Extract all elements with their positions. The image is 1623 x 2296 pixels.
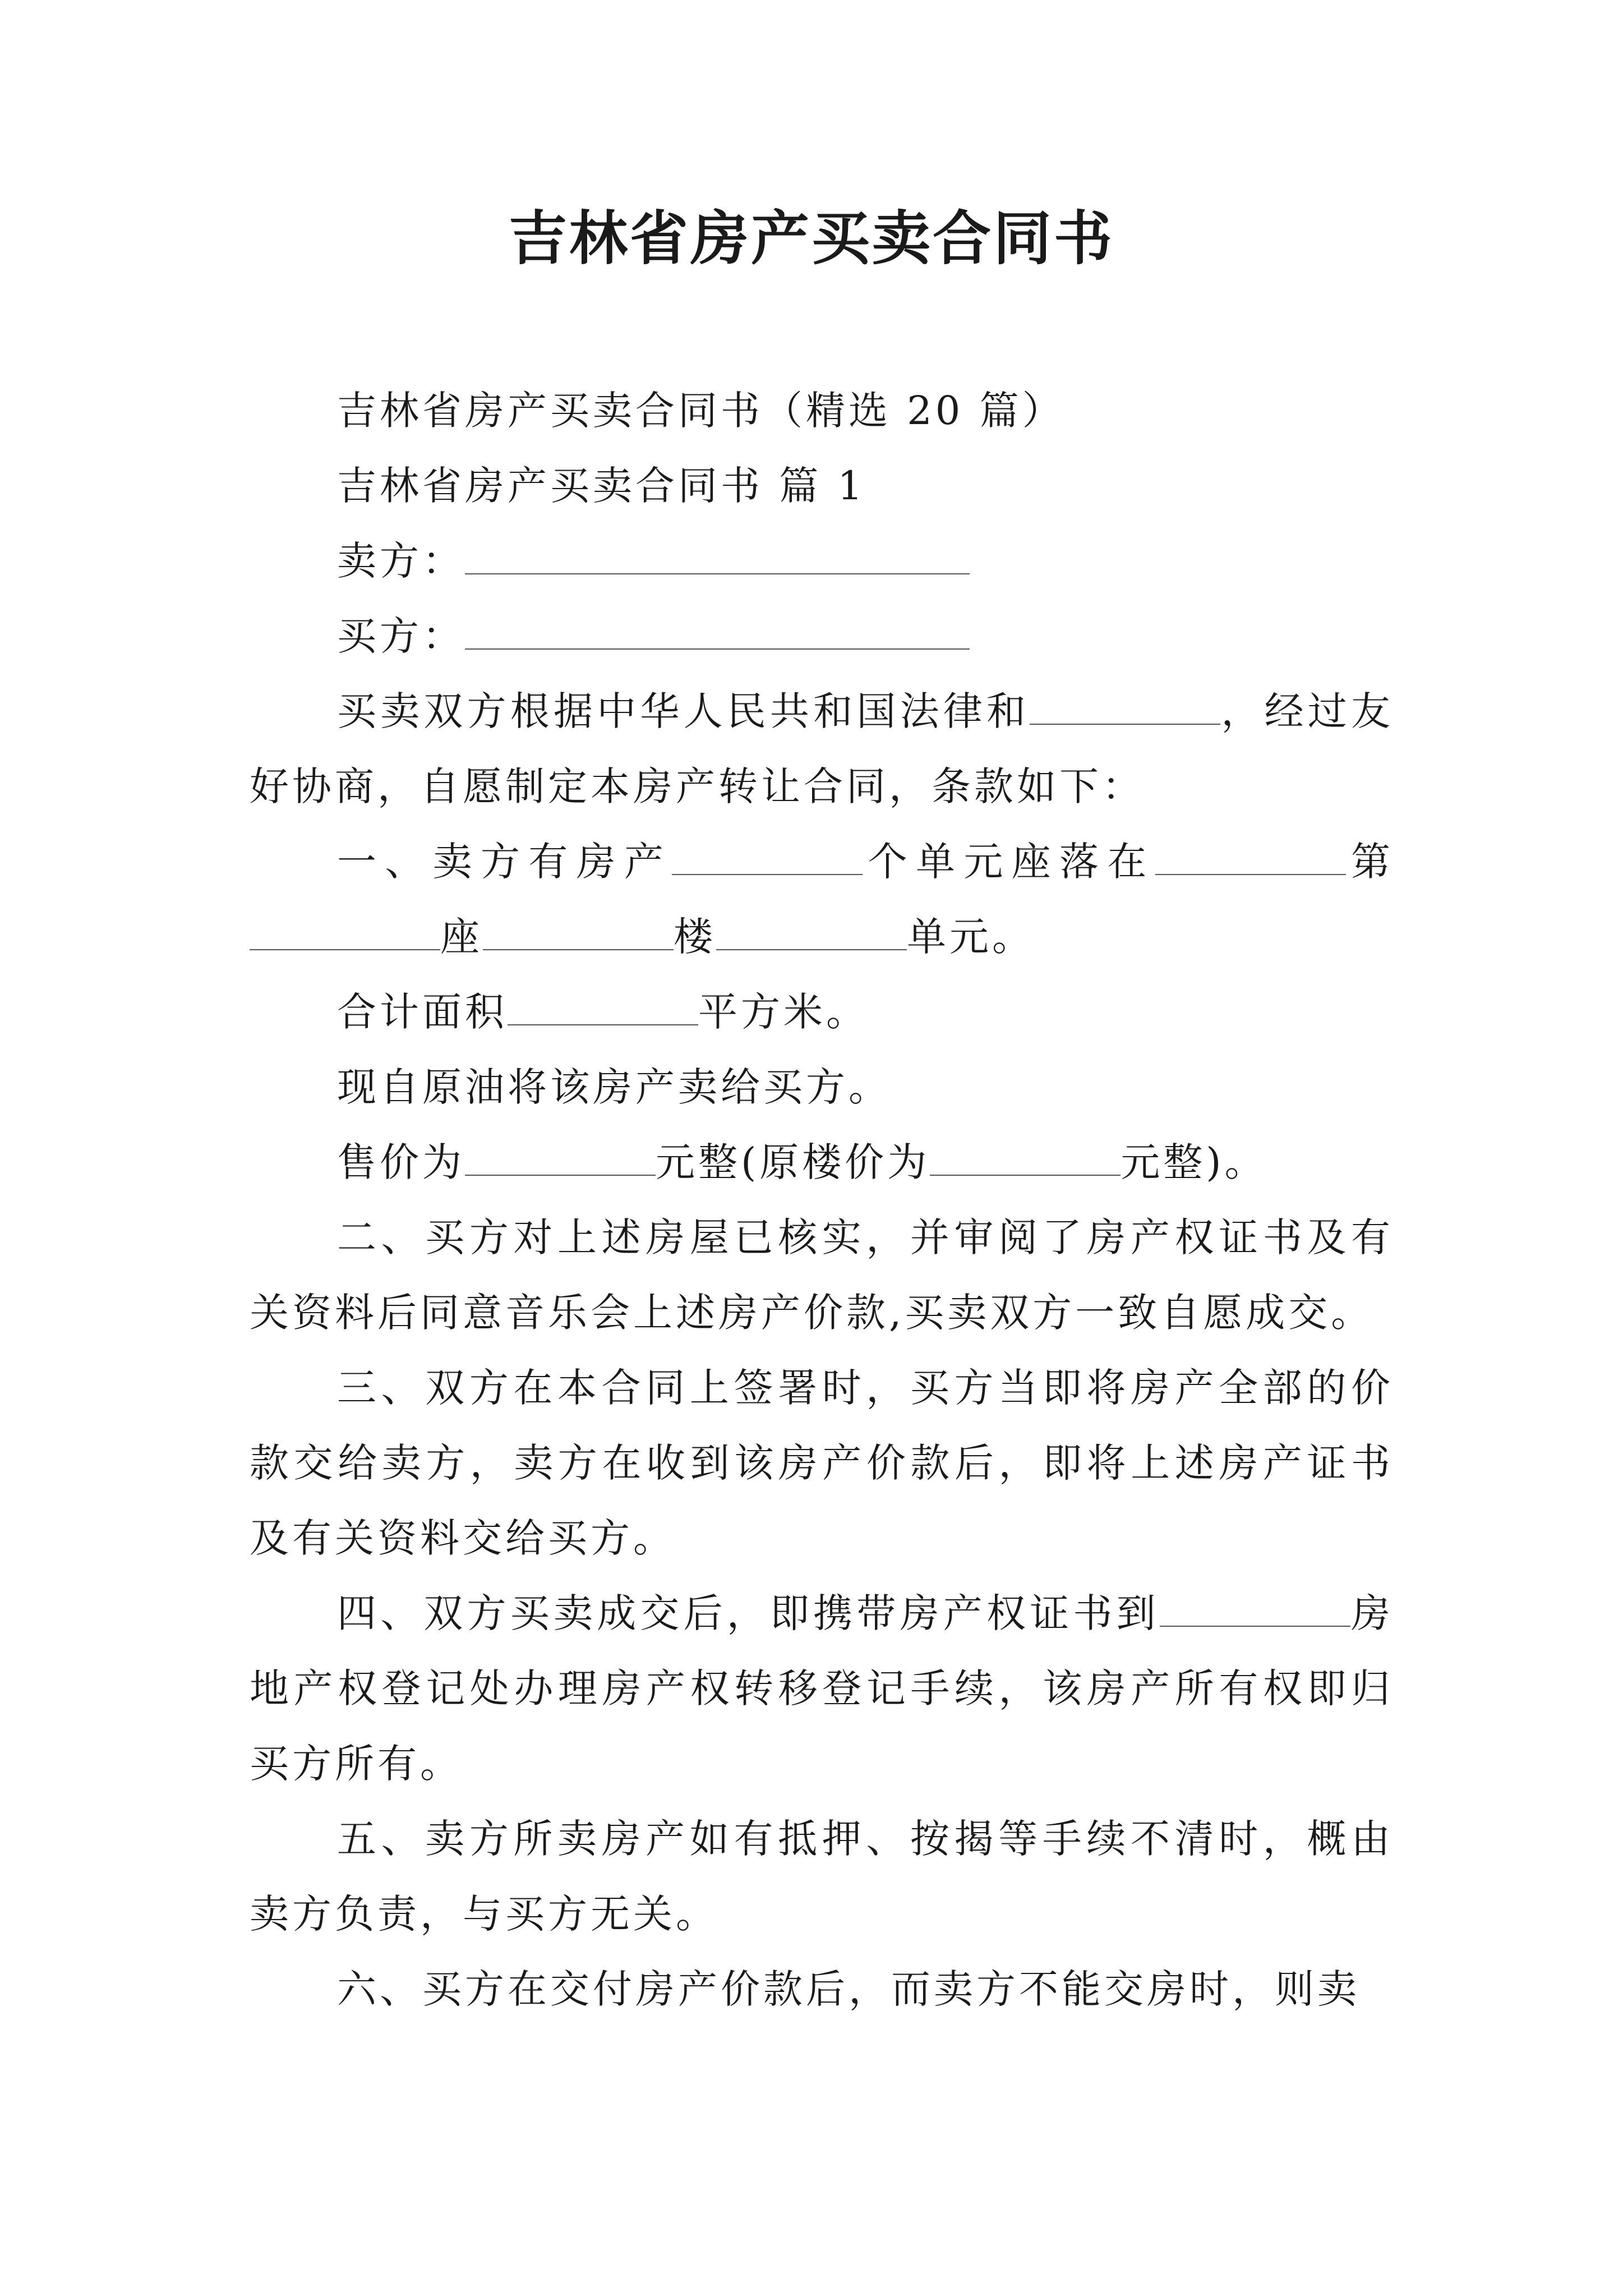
- sell-intent-line: 现自原油将该房产卖给买方。: [337, 1064, 891, 1110]
- clause-6: 六、买方在交付房产价款后，而卖方不能交房时，则卖: [337, 1966, 1360, 2012]
- clause1-text-b: 个单元座落在: [863, 839, 1155, 885]
- units-blank: [672, 839, 863, 875]
- intro-text-a: 买卖双方根据中华人民共和国法律和: [337, 688, 1030, 734]
- price-text-b: 元整(原楼价为: [656, 1139, 930, 1185]
- location-blank: [1155, 839, 1346, 875]
- section-heading: 吉林省房产买卖合同书 篇 1: [337, 463, 866, 509]
- law-blank: [1030, 689, 1220, 725]
- seller-blank: [465, 539, 970, 574]
- price-blank: [465, 1140, 656, 1176]
- intro-text-b: ，经过友好协商，自愿制定本房产转让合同，条款如下：: [250, 688, 1394, 809]
- seller-label: 卖方：: [337, 538, 465, 584]
- number-blank: [250, 914, 440, 950]
- price-text-c: 元整)。: [1121, 1139, 1267, 1185]
- buyer-line: [250, 599, 1394, 674]
- clause-3: 三、双方在本合同上签署时，买方当即将房产全部的价款交给卖方，卖方在收到该房产价款后，即将上述房产证书及有关资料交给买方。: [250, 1365, 1394, 1561]
- clause1-text-e: 楼: [674, 914, 716, 960]
- clause1-text-f: 单元。: [907, 914, 1035, 960]
- area-text-b: 平方米。: [698, 989, 869, 1035]
- unit-blank: [716, 914, 907, 950]
- subtitle: 吉林省房产买卖合同书（精选 20 篇）: [337, 388, 1065, 434]
- buyer-blank: [465, 614, 970, 650]
- clause1-text-c: 第: [1345, 839, 1394, 885]
- clause1-text-a: 一、卖方有房产: [337, 839, 672, 885]
- area-blank: [508, 990, 698, 1025]
- document-body: [250, 373, 1394, 2027]
- clause-4: [250, 1576, 1394, 1801]
- seller-line: [250, 523, 1394, 599]
- buyer-label: 买方：: [337, 613, 465, 659]
- clause-2: 二、买方对上述房屋已核实，并审阅了房产权证书及有关资料后同意音乐会上述房产价款,买卖双方一致自愿成交。: [250, 1214, 1394, 1336]
- clause4-text-a: 四、双方买卖成交后，即携带房产权证书到: [337, 1590, 1160, 1636]
- area-line: [250, 974, 1394, 1050]
- original-price-blank: [930, 1140, 1121, 1176]
- area-text-a: 合计面积: [337, 989, 508, 1035]
- price-line: [250, 1125, 1394, 1200]
- clause1-text-d: 座: [440, 914, 483, 960]
- document-title: 吉林省房产买卖合同书: [508, 204, 1114, 273]
- building-blank: [483, 914, 674, 950]
- intro-paragraph: [250, 674, 1394, 824]
- clause-1: [250, 824, 1394, 974]
- clause4-text-b: 房地产权登记处办理房产权转移登记手续，该房产所有权即归买方所有。: [250, 1590, 1394, 1787]
- registry-blank: [1160, 1591, 1350, 1627]
- price-text-a: 售价为: [337, 1139, 465, 1185]
- clause-5: 五、卖方所卖房产如有抵押、按揭等手续不清时，概由卖方负责，与买方无关。: [250, 1816, 1394, 1937]
